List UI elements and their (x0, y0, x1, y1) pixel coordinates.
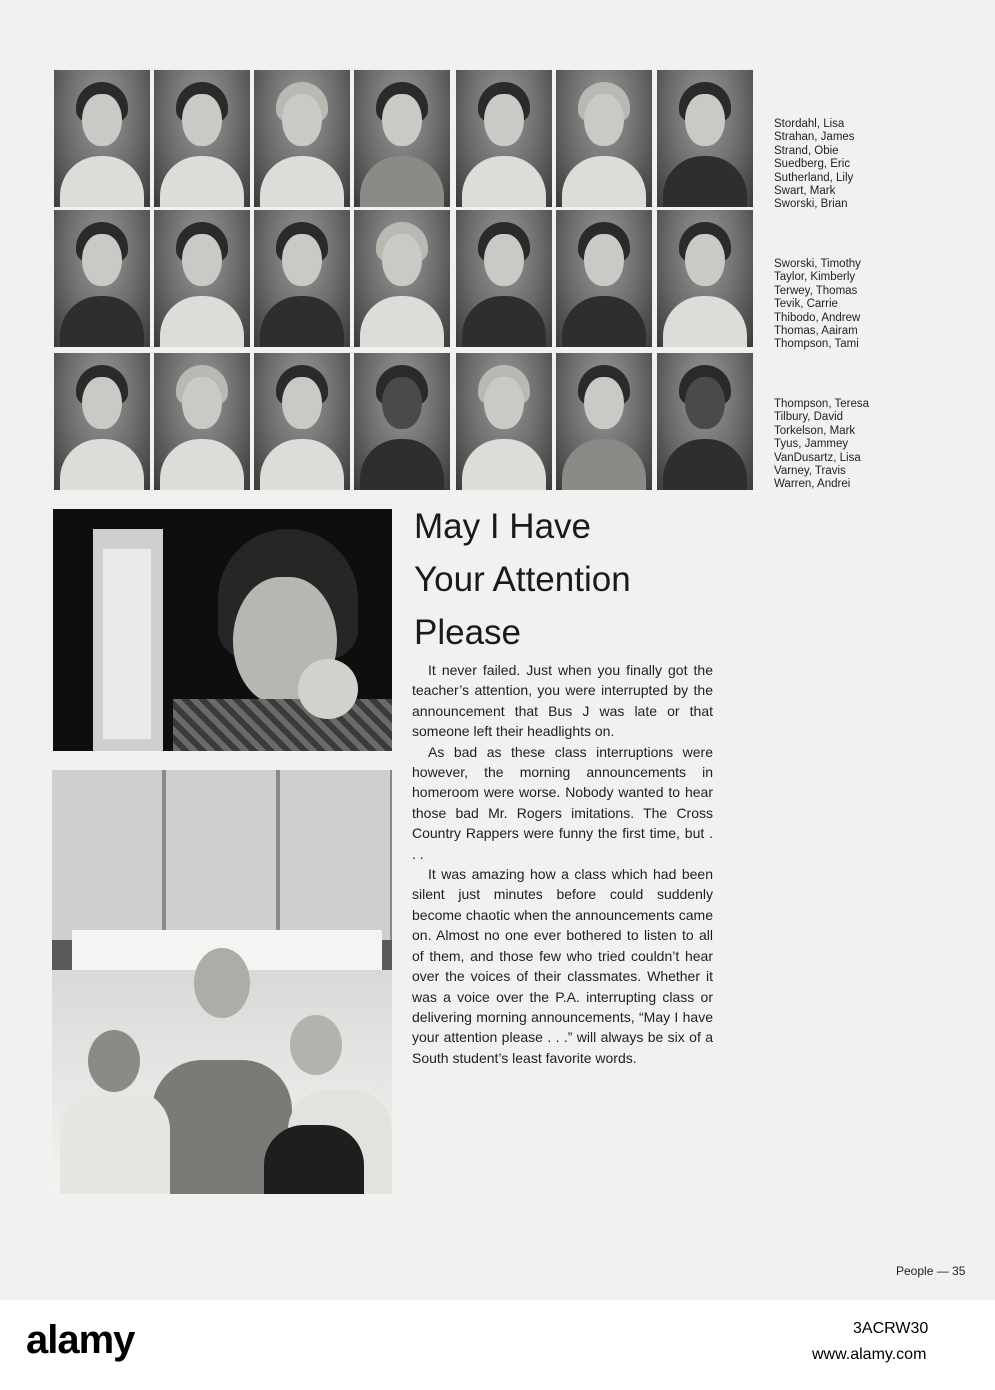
name-entry: Thompson, Tami (774, 338, 859, 351)
name-entry: Terwey, Thomas (774, 284, 858, 297)
student-portrait (456, 70, 552, 207)
name-list-row-2 (774, 258, 914, 352)
article-paragraph: It never failed. Just when you finally got the teacher’s attention, you were interrupted by the announcement that Bus J was late or that someone left their headlights on. (412, 662, 713, 740)
student-portrait (556, 210, 652, 347)
student-portrait (456, 353, 552, 490)
article-headline (414, 500, 734, 659)
student-portrait (254, 70, 350, 207)
students-looking-up-photo (52, 770, 392, 1194)
student-portrait (54, 353, 150, 490)
name-entry: Thibodo, Andrew (774, 311, 861, 324)
watermark-logo: alamy (26, 1318, 135, 1362)
watermark-url: www.alamy.com (812, 1346, 927, 1363)
name-entry: Sutherland, Lily (774, 171, 854, 184)
student-portrait (556, 353, 652, 490)
name-list-row-1 (774, 118, 914, 212)
name-entry: Suedberg, Eric (774, 158, 851, 171)
name-entry: VanDusartz, Lisa (774, 451, 861, 464)
student-portrait (54, 70, 150, 207)
student-portrait (154, 353, 250, 490)
student-portrait (254, 353, 350, 490)
student-portrait (354, 353, 450, 490)
name-entry: Warren, Andrei (774, 478, 851, 491)
student-portrait (354, 70, 450, 207)
headline-line: Please (414, 613, 522, 652)
page-footer: People — 35 (896, 1264, 966, 1278)
student-portrait (354, 210, 450, 347)
name-entry: Varney, Travis (774, 465, 846, 478)
article-paragraph: As bad as these class interruptions were however, the morning announcements in homeroom were worse. Nobody wanted to hear those bad Mr. Rogers imitations. The Cross Country Rappers were funny the first time, but . . . (412, 743, 713, 862)
name-entry: Tilbury, David (774, 411, 844, 424)
teacher-on-phone-photo (53, 509, 392, 751)
student-portrait (657, 353, 753, 490)
name-entry: Sworski, Brian (774, 198, 848, 211)
name-entry: Taylor, Kimberly (774, 271, 856, 284)
headline-line: Your Attention (414, 560, 631, 599)
name-entry: Sworski, Timothy (774, 258, 861, 270)
student-portrait (556, 70, 652, 207)
student-portrait (456, 210, 552, 347)
student-portrait (154, 70, 250, 207)
image-code: 3ACRW30 (853, 1320, 929, 1337)
student-portrait (254, 210, 350, 347)
name-entry: Strand, Obie (774, 144, 839, 157)
headline-line: May I Have (414, 507, 591, 546)
student-portrait (657, 70, 753, 207)
student-portrait (154, 210, 250, 347)
name-entry: Strahan, James (774, 131, 855, 144)
watermark-bar (0, 1300, 995, 1390)
name-entry: Tyus, Jammey (774, 438, 849, 451)
student-portrait (54, 210, 150, 347)
article-body (412, 660, 713, 1068)
name-list-row-3 (774, 398, 914, 492)
name-entry: Thompson, Teresa (774, 398, 870, 410)
name-entry: Thomas, Aairam (774, 325, 858, 338)
name-entry: Swart, Mark (774, 185, 836, 198)
name-entry: Stordahl, Lisa (774, 118, 845, 130)
name-entry: Tevik, Carrie (774, 298, 838, 311)
article-paragraph: It was amazing how a class which had been silent just minutes before could suddenly become chaotic when the announcements came on. Almost no one ever bothered to listen to all of them, and those few who tried couldn’t hear over the voices of their classmates. Whether it was a voice over the P.A. interrupting class or delivering morning announcements, “May I have your attention please . . .” will always be six of a South student’s least favorite words. (412, 866, 713, 1066)
name-entry: Torkelson, Mark (774, 424, 856, 437)
student-portrait (657, 210, 753, 347)
